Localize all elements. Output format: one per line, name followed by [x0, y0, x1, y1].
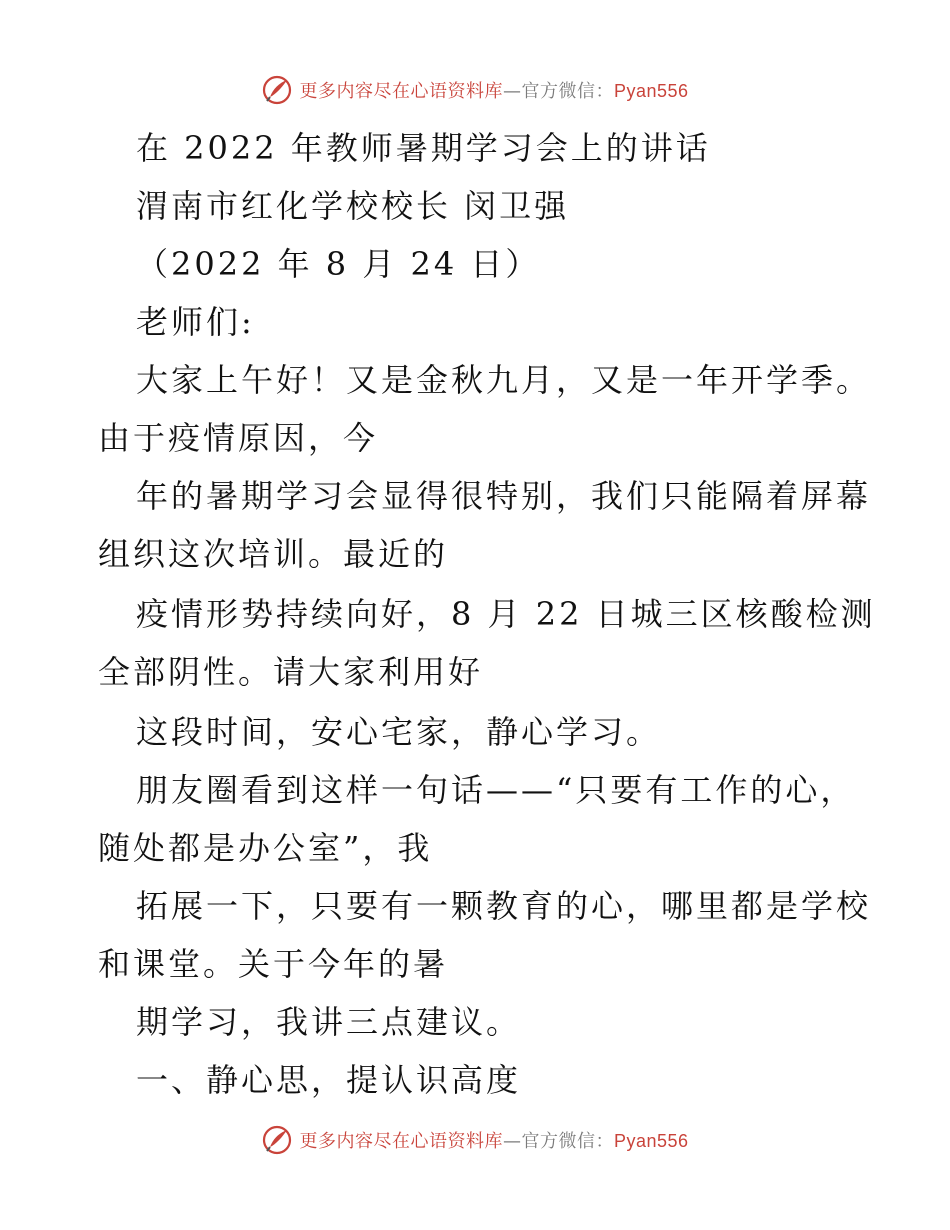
paragraph-line: 大家上午好！又是金秋九月，又是一年开学季。: [136, 361, 872, 399]
promo-text: 更多内容尽在心语资料库: [299, 1131, 503, 1152]
speaker-line: 渭南市红化学校校长 闵卫强: [136, 187, 570, 225]
speech-title: 在 2022 年教师暑期学习会上的讲话: [136, 129, 711, 167]
wechat-label: 官方微信：: [521, 1131, 614, 1152]
wechat-account: Pyan556: [613, 81, 689, 101]
header-banner: [0, 70, 950, 110]
paragraph-line: 期学习，我讲三点建议。: [136, 1003, 522, 1041]
paragraph-line: 全部阴性。请大家利用好: [98, 653, 484, 691]
paragraph-line: 年的暑期学习会显得很特别，我们只能隔着屏幕: [136, 477, 872, 515]
footer-banner: [0, 1120, 950, 1160]
separator: —: [502, 81, 522, 102]
quill-logo-icon: [261, 1124, 293, 1156]
quill-logo-icon: [261, 74, 293, 106]
wechat-label: 官方微信：: [521, 81, 614, 102]
paragraph-line: 朋友圈看到这样一句话——“只要有工作的心，: [136, 771, 856, 809]
paragraph-line: 随处都是办公室”，我: [98, 829, 433, 867]
paragraph-line: 这段时间，安心宅家，静心学习。: [136, 713, 662, 751]
paragraph-line: 拓展一下，只要有一颗教育的心，哪里都是学校: [136, 887, 872, 925]
paragraph-line: 疫情形势持续向好，8 月 22 日城三区核酸检测: [136, 595, 876, 633]
separator: —: [502, 1131, 522, 1152]
salutation: 老师们:: [136, 303, 255, 341]
wechat-account: Pyan556: [613, 1131, 689, 1151]
section-heading: 一、静心思，提认识高度: [136, 1061, 522, 1099]
paragraph-line: 和课堂。关于今年的暑: [98, 945, 449, 983]
speech-date: （2022 年 8 月 24 日）: [136, 245, 541, 283]
promo-text: 更多内容尽在心语资料库: [299, 81, 503, 102]
paragraph-line: 组织这次培训。最近的: [98, 535, 449, 573]
paragraph-line: 由于疫情原因，今: [98, 419, 379, 457]
